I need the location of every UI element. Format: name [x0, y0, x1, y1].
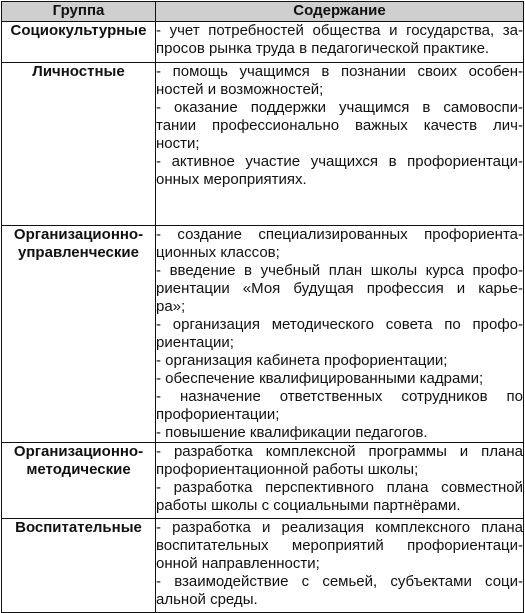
group-cell — [2, 22, 156, 63]
content-line: риентации; — [156, 334, 234, 351]
content-cell — [156, 63, 524, 226]
content-line: онных мероприятиях. — [156, 171, 307, 188]
content-line: - активное участие учащихся в профориентаци- — [156, 153, 523, 170]
table-row — [2, 443, 524, 519]
content-cell — [156, 443, 524, 519]
content-line: - разработка и реализация комплексного плана — [156, 519, 523, 536]
content-line: ционных классов; — [156, 244, 280, 261]
content-line: - назначение ответственных сотрудников по — [156, 388, 523, 405]
content-line: - разработка перспективного плана совместной — [156, 479, 523, 496]
group-label: Личностные — [32, 63, 125, 80]
content-line: воспитательных мероприятий профориентаци- — [156, 537, 523, 554]
table-row — [2, 519, 524, 613]
table-row — [2, 226, 524, 443]
content-cell — [156, 22, 524, 63]
content-line: - обеспечение квалифицированными кадрами; — [156, 370, 484, 387]
content-line: ностей и возможностей; — [156, 81, 324, 98]
content-line: - оказание поддержки учащимся в самовоспи- — [156, 99, 523, 116]
content-line: онной направленности; — [156, 555, 320, 572]
table-row — [2, 22, 524, 63]
content-line: - повышение квалификации педагогов. — [156, 424, 428, 441]
table-row — [2, 63, 524, 226]
content-line: тании профессионально важных качеств лич- — [156, 117, 523, 134]
content-table — [1, 1, 524, 613]
header-content: Содержание — [156, 2, 524, 22]
content-line: альной среды. — [156, 591, 258, 608]
group-cell — [2, 443, 156, 519]
content-line: работы школы с социальными партнёрами. — [156, 497, 461, 514]
group-label: Воспитательные — [15, 519, 142, 536]
content-cell — [156, 226, 524, 443]
content-line: - взаимодействие с семьей, субъектами соци- — [156, 573, 523, 590]
content-line: - помощь учащимся в познании своих особен- — [156, 63, 523, 80]
content-line: профориентации; — [156, 406, 280, 423]
content-line: - создание специализированных профориента- — [156, 226, 523, 243]
content-line: - разработка комплексной программы и плана — [156, 443, 523, 460]
content-line: - организация кабинета профориентации; — [156, 352, 448, 369]
group-label: Организационно- — [13, 443, 144, 460]
group-cell — [2, 63, 156, 226]
content-line: - введение в учебный план школы курса профо- — [156, 262, 523, 279]
header-row — [2, 2, 524, 22]
content-line: ности; — [156, 135, 200, 152]
content-line: ра»; — [156, 298, 186, 315]
group-label: управленческие — [18, 244, 139, 261]
content-line: риентации «Моя будущая профессия и карье- — [156, 280, 523, 297]
group-label: Организационно- — [13, 226, 144, 243]
group-label: методические — [26, 461, 131, 478]
group-label: Социокультурные — [10, 22, 147, 39]
content-line: - учет потребностей общества и государства, за- — [156, 22, 523, 39]
group-cell — [2, 519, 156, 613]
content-line: профориентационной работы школы; — [156, 461, 419, 478]
group-cell — [2, 226, 156, 443]
content-line: просов рынка труда в педагогической практике. — [156, 40, 490, 57]
content-line: - организация методического совета по профо- — [156, 316, 523, 333]
header-group: Группа — [2, 2, 156, 22]
content-cell — [156, 519, 524, 613]
